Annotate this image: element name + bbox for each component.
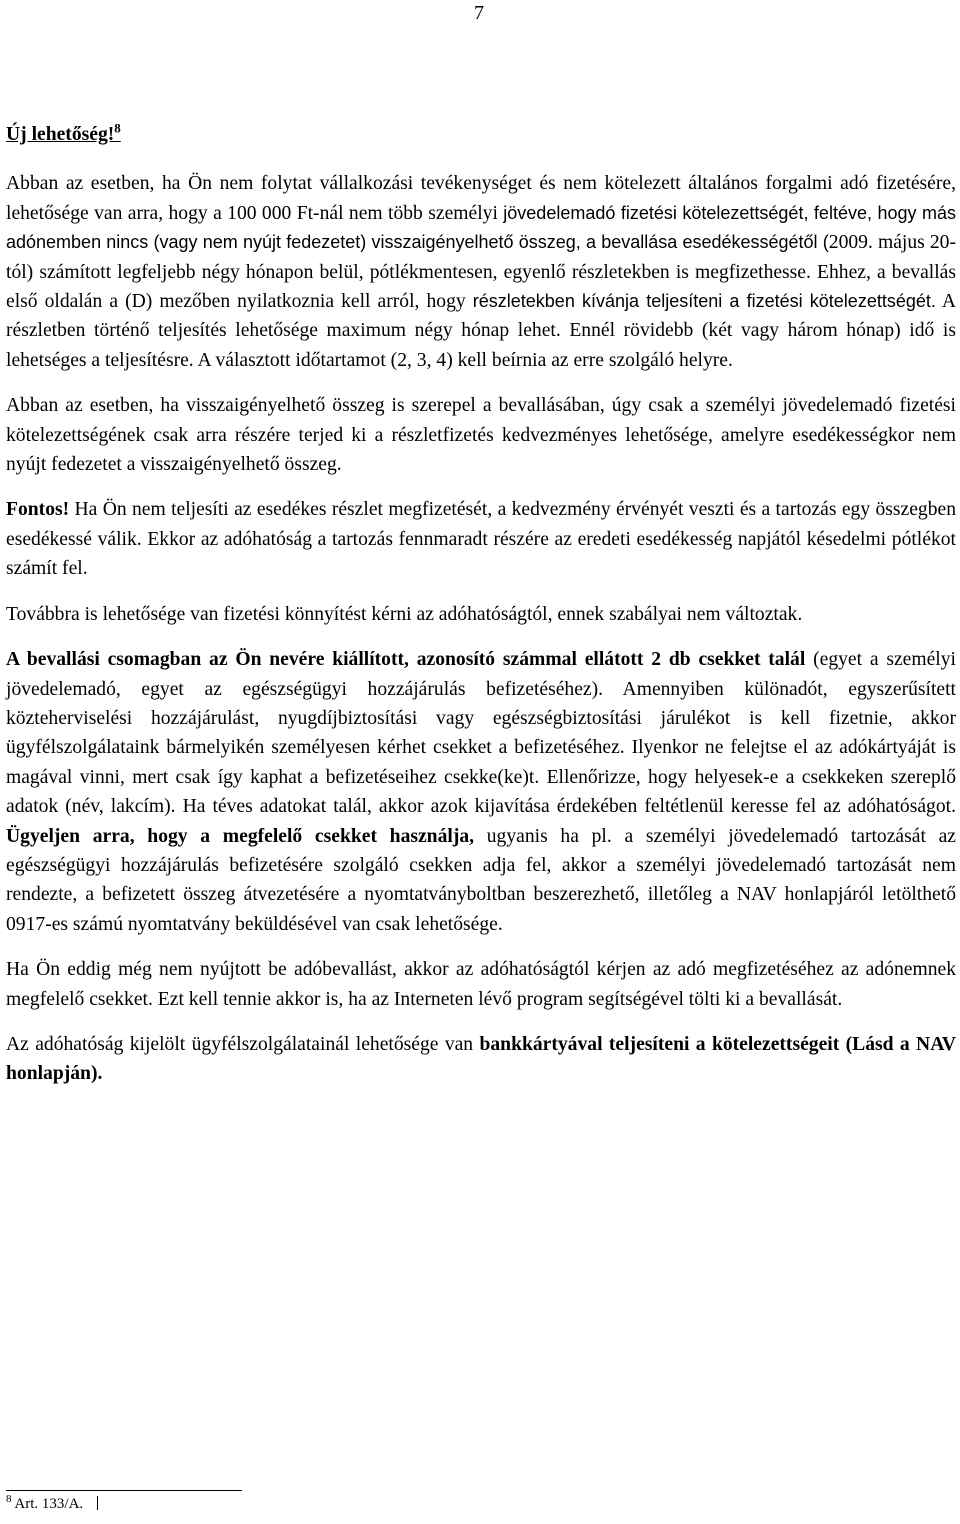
paragraph-payment-relief: Továbbra is lehetősége van fizetési könnyítést kérni az adóhatóságtól, ennek szabályai nem változtak. — [6, 603, 803, 625]
bank-card-text: Az adóhatóság kijelölt ügyfélszolgálatainál lehetősége van — [6, 1033, 480, 1055]
page-number: 7 — [474, 2, 484, 24]
bank-card-bold: bankkártyával teljesíteni a kötelezettségeit (Lásd a NAV honlapján). — [6, 1033, 956, 1085]
important-label: Fontos! — [6, 499, 70, 521]
checks-bold-a: A bevallási csomagban az Ön nevére kiállított, azonosító számmal ellátott 2 db csekket talál — [6, 649, 806, 671]
p1-text-b: jövedelemadó fizetési kötelezettségét, feltéve, hogy más adónemben nincs (vagy nem nyújt fedezetet) visszaigényelhető összeg, a bevallása esedékességétől ( — [6, 202, 956, 253]
heading-footnote-ref: 8 — [114, 120, 121, 136]
p1-text-c: 2009. május 20-tól) számított legfeljebb négy hónapon belül, pótlékmentesen, egyenlő részletekben is megfizethesse. Ehhez, a bevallás első oldalán a (D) mezőben nyilatkoznia kell arról, hogy — [6, 232, 956, 313]
footnote-divider — [6, 1490, 242, 1491]
p1-text-a: Abban az esetben, ha Ön nem folytat vállalkozási tevékenységet és nem kötelezett általános forgalmi adó fizetésére, lehetősége van arra, hogy a 100 000 Ft-nál nem több személyi — [6, 173, 956, 224]
footnote — [6, 1494, 98, 1514]
important-text: Ha Ön nem teljesíti az esedékes részlet megfizetését, a kedvezmény érvényét veszti és a tartozás egy összegben esedékessé válik. Ekkor az adóhatóság a tartozás fennmaradt részére az eredeti esedékesség napjától késedelmi pótlékot számít fel. — [6, 499, 956, 580]
checks-bold-b: Ügyeljen arra, hogy a megfelelő csekket használja, — [6, 825, 475, 847]
paragraph-no-return-filed: Ha Ön eddig még nem nyújtott be adóbevallást, akkor az adóhatóságtól kérjen az adó megfizetéséhez az adónemnek megfelelő csekket. Ezt kell tennie akkor is, ha az Interneten lévő program segítségével tölti ki a bevallását. — [6, 959, 956, 1010]
paragraph-checks — [6, 645, 956, 939]
document-body — [6, 120, 956, 1089]
section-heading — [6, 120, 956, 149]
checks-text-b: ugyanis ha pl. a személyi jövedelemadó tartozását az egészségügyi hozzájárulás befizetésére szolgáló csekken adja fel, akkor a személyi jövedelemadó tartozását nem rendezte, a befizetett összeg átvezetésére a nyomtatványboltban beszerezhető, illetőleg a NAV honlapjáról letölthető 0917-es számú nyomtatvány beküldésével van csak lehetősége. — [6, 825, 956, 935]
heading-text: Új lehetőség! — [6, 124, 115, 145]
footnote-text: Art. 133/A. — [11, 1496, 84, 1512]
text-cursor-mark — [97, 1496, 98, 1510]
paragraph-important — [6, 495, 956, 583]
paragraph-refund-case: Abban az esetben, ha visszaigényelhető összeg is szerepel a bevallásában, úgy csak a személyi jövedelemadó fizetési kötelezettségének csak arra részére terjed ki a részletfizetés kedvezményes lehetősége, amelyre esedékességkor nem nyújt fedezetet a visszaigényelhető összeg. — [6, 395, 956, 476]
paragraph-installment-option — [6, 169, 956, 375]
paragraph-bank-card — [6, 1030, 956, 1089]
p1-text-d: részletekben kívánja teljesíteni a fizetési kötelezettségét. — [472, 291, 936, 312]
checks-text-a: (egyet a személyi jövedelemadó, egyet az egészségügyi hozzájárulás befizetéséhez). Amennyiben különadót, egyszerűsített közteherviselési hozzájárulást, nyugdíjbiztosítási vagy egészségbiztosítási járulékot is kell fizetnie, akkor ügyfélszolgálataink bármelyikén személyesen kérhet csekket a befizetéséhez. Ilyenkor ne felejtse el az adókártyáját is magával vinni, mert csak így kaphat a befizetéseihez csekke(ke)t. Ellenőrizze, hogy helyesek-e a csekkeken szereplő adatok (név, lakcím). Ha téves adatokat talál, akkor azok kijavítása érdekében feltétlenül keresse fel az adóhatóságot. — [6, 649, 956, 818]
p1-text-e: A részletben történő teljesítés lehetősége maximum négy hónap lehet. Ennél rövidebb (két vagy három hónap) idő is lehetséges a teljesítésre. A választott időtartamot (2, 3, 4) kell beírnia az erre szolgáló helyre. — [6, 291, 956, 371]
footnote-ref: 8 — [6, 1493, 12, 1505]
